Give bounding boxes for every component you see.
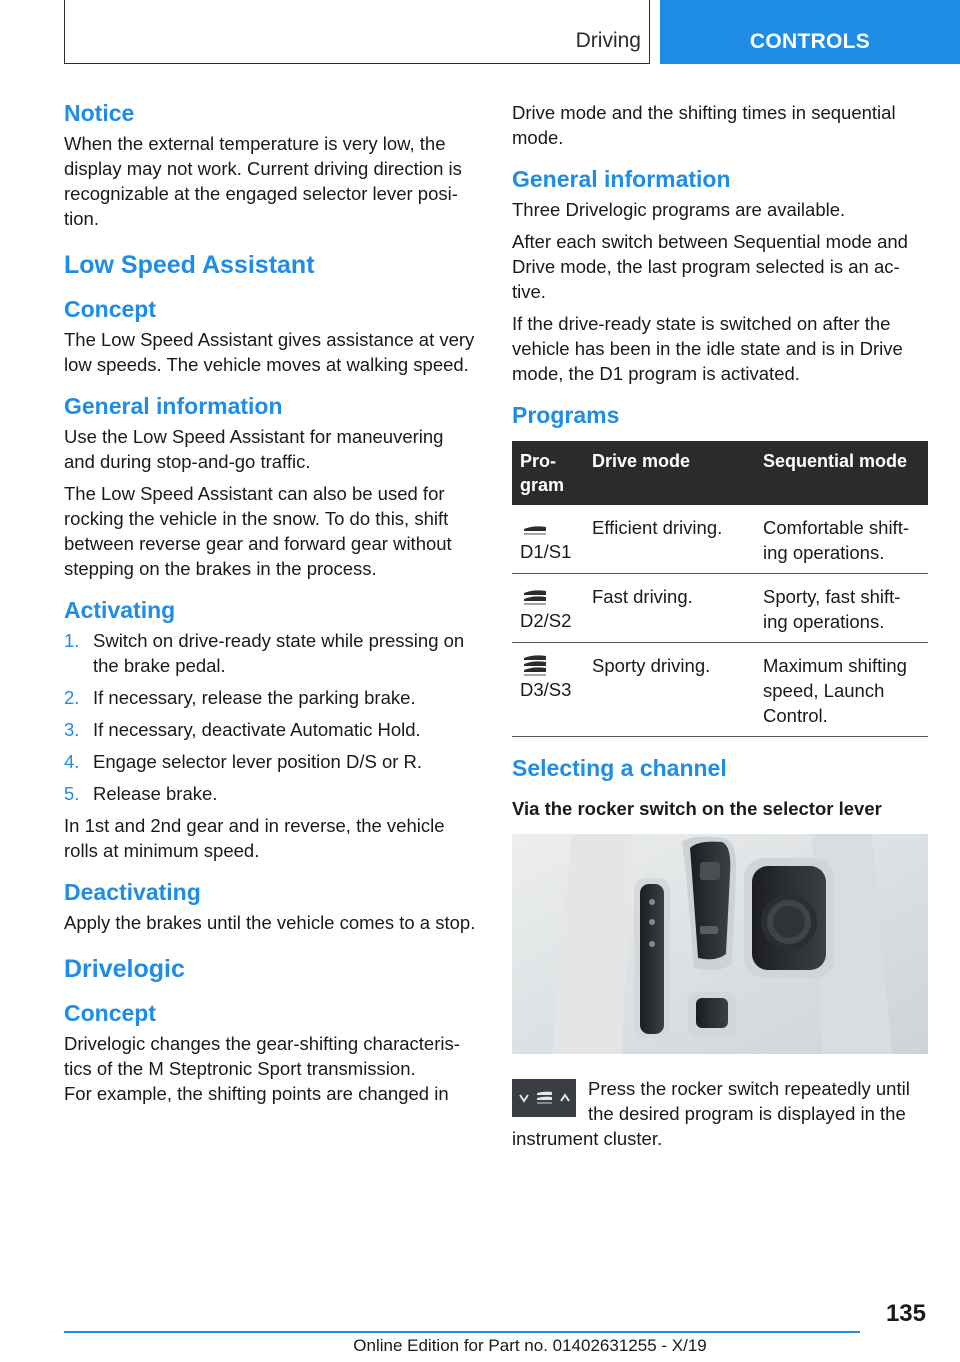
programs-heading: Programs [512, 402, 620, 428]
drivelogic-heading: Drivelogic [64, 955, 185, 983]
table-row [512, 505, 928, 574]
drivelogic-concept-heading: Concept [64, 1000, 156, 1026]
general-text-1: Three Drivelogic programs are available. [512, 199, 846, 220]
step-number: 1. [64, 630, 80, 651]
step-item [64, 749, 478, 774]
step-number: 2. [64, 687, 80, 708]
drive-mode-cell: Fast driving. [584, 574, 755, 643]
rocker-switch-subheading: Via the rocker switch on the selector lever [512, 798, 882, 819]
header-drive-mode: Drive mode [584, 441, 755, 505]
notice-text: When the external temperature is very low, the display may not work. Current driving direction is recognizable at the engaged selector lever posi-tion. [64, 133, 462, 229]
footer-divider [64, 1331, 860, 1333]
sequential-mode-cell: Comfortable shift-ing operations. [755, 505, 928, 574]
activating-steps [64, 628, 478, 806]
step-number: 3. [64, 719, 80, 740]
program-cell [512, 643, 584, 737]
general-info-text-2: The Low Speed Assistant can also be used for rocking the vehicle in the snow. To do this, shift between reverse gear and forward gear without stepping on the brakes in the process. [64, 483, 452, 579]
step-text: If necessary, release the parking brake. [93, 687, 416, 708]
concept-text: The Low Speed Assistant gives assistance at very low speeds. The vehicle moves at walking speed. [64, 329, 475, 375]
program-label: D3/S3 [520, 679, 572, 700]
selecting-channel-heading: Selecting a channel [512, 755, 727, 781]
programs-table [512, 441, 928, 737]
table-row [512, 574, 928, 643]
header-sequential-mode: Sequential mode [755, 441, 928, 505]
drivelogic-concept-text: Drivelogic changes the gear-shifting characteris-tics of the M Steptronic Sport transmission. [64, 1033, 460, 1079]
general-text-2: After each switch between Sequential mode and Drive mode, the last program selected is an ac-tive. [512, 231, 908, 302]
step-number: 4. [64, 751, 80, 772]
header-chapter-tab [660, 0, 960, 64]
step-item [64, 628, 478, 678]
table-row [512, 643, 928, 737]
center-console-photo [512, 834, 928, 1054]
concept-heading: Concept [64, 296, 156, 322]
program-cell [512, 505, 584, 574]
program-cell [512, 574, 584, 643]
drive-mode-cell: Efficient driving. [584, 505, 755, 574]
header-program: Pro-gram [512, 441, 584, 505]
general-info-heading-right: General information [512, 166, 731, 192]
header-section-box [64, 0, 650, 64]
step-text: Engage selector lever position D/S or R. [93, 751, 423, 772]
header-section-title: Driving [575, 29, 641, 52]
deactivating-heading: Deactivating [64, 879, 201, 905]
continued-text: Drive mode and the shifting times in sequential mode. [512, 102, 896, 148]
general-info-heading: General information [64, 393, 283, 419]
step-item [64, 781, 478, 806]
activating-heading: Activating [64, 597, 176, 623]
left-column [64, 100, 478, 1113]
drivelogic-example-text: For example, the shifting points are changed in [64, 1083, 449, 1104]
program-3-icon [520, 653, 550, 677]
step-text: Switch on drive-ready state while pressing on the brake pedal. [93, 630, 465, 676]
low-speed-assistant-heading: Low Speed Assistant [64, 251, 315, 279]
rocker-text: Press the rocker switch repeatedly until the desired program is displayed in the instrument cluster. [512, 1078, 910, 1149]
step-number: 5. [64, 783, 80, 804]
program-1-icon [520, 515, 550, 539]
notice-heading: Notice [64, 100, 135, 126]
header-chapter-title: CONTROLS [749, 30, 871, 53]
deactivating-text: Apply the brakes until the vehicle comes to a stop. [64, 912, 476, 933]
general-info-text-1: Use the Low Speed Assistant for maneuvering and during stop-and-go traffic. [64, 426, 444, 472]
step-item [64, 717, 478, 742]
right-column [512, 100, 926, 1151]
sequential-mode-cell: Maximum shifting speed, Launch Control. [755, 643, 928, 737]
page-number: 135 [885, 1300, 926, 1327]
footer-edition: Online Edition for Part no. 01402631255 - X/19 [353, 1336, 707, 1355]
program-2-icon [520, 584, 550, 608]
activating-note: In 1st and 2nd gear and in reverse, the vehicle rolls at minimum speed. [64, 815, 445, 861]
program-label: D2/S2 [520, 610, 572, 631]
general-text-3: If the drive-ready state is switched on after the vehicle has been in the idle state and is in Drive mode, the D1 program is activated. [512, 313, 903, 384]
sequential-mode-cell: Sporty, fast shift-ing operations. [755, 574, 928, 643]
step-text: Release brake. [93, 783, 218, 804]
rocker-switch-icon [512, 1079, 576, 1117]
step-item [64, 685, 478, 710]
program-label: D1/S1 [520, 541, 572, 562]
step-text: If necessary, deactivate Automatic Hold. [93, 719, 421, 740]
rocker-instruction [512, 1076, 926, 1151]
drive-mode-cell: Sporty driving. [584, 643, 755, 737]
table-header-row [512, 441, 928, 505]
